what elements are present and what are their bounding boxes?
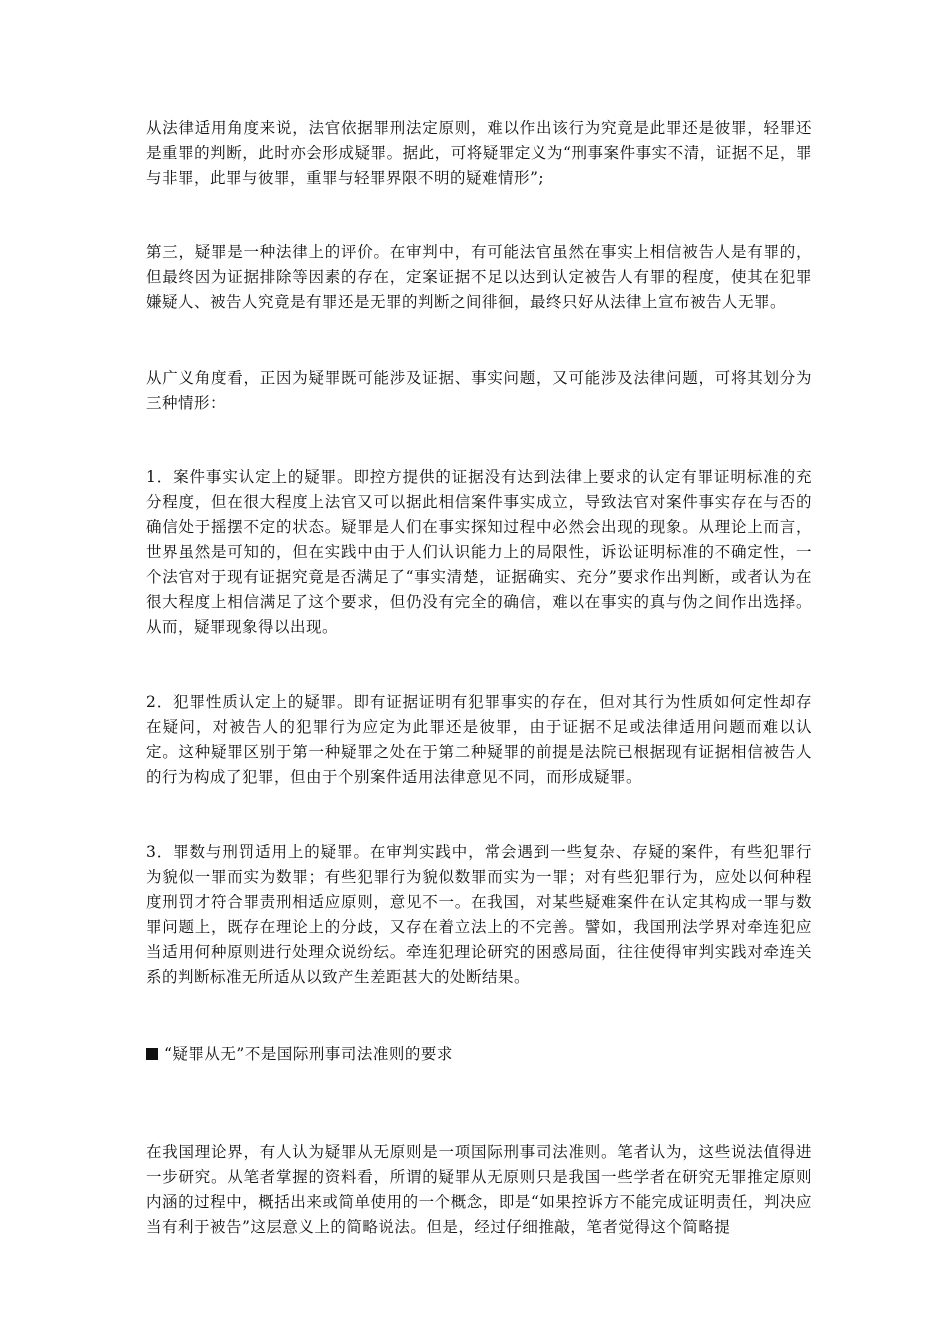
section-heading-text: “疑罪从无”不是国际刑事司法准则的要求 xyxy=(164,1045,453,1063)
paragraph-legal-application: 从法律适用角度来说，法官依据罪刑法定原则，难以作出该行为究竟是此罪还是彼罪，轻罪还是重罪的判断，此时亦会形成疑罪。据此，可将疑罪定义为“刑事案件事实不清，证据不足，罪与非罪，此罪与彼罪，重罪与轻罪界限不明的疑难情形”; xyxy=(146,119,812,187)
paragraph-legal-evaluation: 第三，疑罪是一种法律上的评价。在审判中，有可能法官虽然在事实上相信被告人是有罪的，但最终因为证据排除等因素的存在，定案证据不足以达到认定被告人有罪的程度，使其在犯罪嫌疑人、被告人究竟是有罪还是无罪的判断之间徘徊，最终只好从法律上宣布被告人无罪。 xyxy=(146,243,812,311)
paragraph-international-standard: 在我国理论界，有人认为疑罪从无原则是一项国际刑事司法准则。笔者认为，这些说法值得进一步研究。从笔者掌握的资料看，所谓的疑罪从无原则只是我国一些学者在研究无罪推定原则内涵的过程中，概括出来或简单使用的一个概念，即是“如果控诉方不能完成证明责任，判决应当有利于被告”这层意义上的简略说法。但是，经过仔细推敲，笔者觉得这个简略提 xyxy=(146,1143,812,1236)
paragraph-three-situations: 从广义角度看，正因为疑罪既可能涉及证据、事实问题，又可能涉及法律问题，可将其划分为三种情形： xyxy=(146,369,812,412)
paragraph-penalty-doubt: 3．罪数与刑罚适用上的疑罪。在审判实践中，常会遇到一些复杂、存疑的案件，有些犯罪行为貌似一罪而实为数罪；有些犯罪行为貌似数罪而实为一罪；对有些犯罪行为，应处以何种程度刑罚才符合罪责刑相适应原则，意见不一。在我国，对某些疑难案件在认定其构成一罪与数罪问题上，既存在理论上的分歧，又存在着立法上的不完善。譬如，我国刑法学界对牵连犯应当适用何种原则进行处理众说纷纭。牵连犯理论研究的困惑局面，往往使得审判实践对牵连关系的判断标准无所适从以致产生差距甚大的处断结果。 xyxy=(146,843,812,986)
black-square-icon xyxy=(146,1048,158,1060)
paragraph-nature-doubt: 2．犯罪性质认定上的疑罪。即有证据证明有犯罪事实的存在，但对其行为性质如何定性却存在疑问，对被告人的犯罪行为应定为此罪还是彼罪，由于证据不足或法律适用问题而难以认定。这种疑罪区别于第一种疑罪之处在于第二种疑罪的前提是法院已根据现有证据相信被告人的行为构成了犯罪，但由于个别案件适用法律意见不同，而形成疑罪。 xyxy=(146,693,812,786)
paragraph-fact-doubt: 1．案件事实认定上的疑罪。即控方提供的证据没有达到法律上要求的认定有罪证明标准的充分程度，但在很大程度上法官又可以据此相信案件事实成立，导致法官对案件事实存在与否的确信处于摇摆不定的状态。疑罪是人们在事实探知过程中必然会出现的现象。从理论上而言，世界虽然是可知的，但在实践中由于人们认识能力上的局限性，诉讼证明标准的不确定性，一个法官对于现有证据究竟是否满足了“事实清楚，证据确实、充分”要求作出判断，或者认为在很大程度上相信满足了这个要求，但仍没有完全的确信，难以在事实的真与伪之间作出选择。从而，疑罪现象得以出现。 xyxy=(146,468,812,636)
section-heading xyxy=(146,1042,453,1067)
